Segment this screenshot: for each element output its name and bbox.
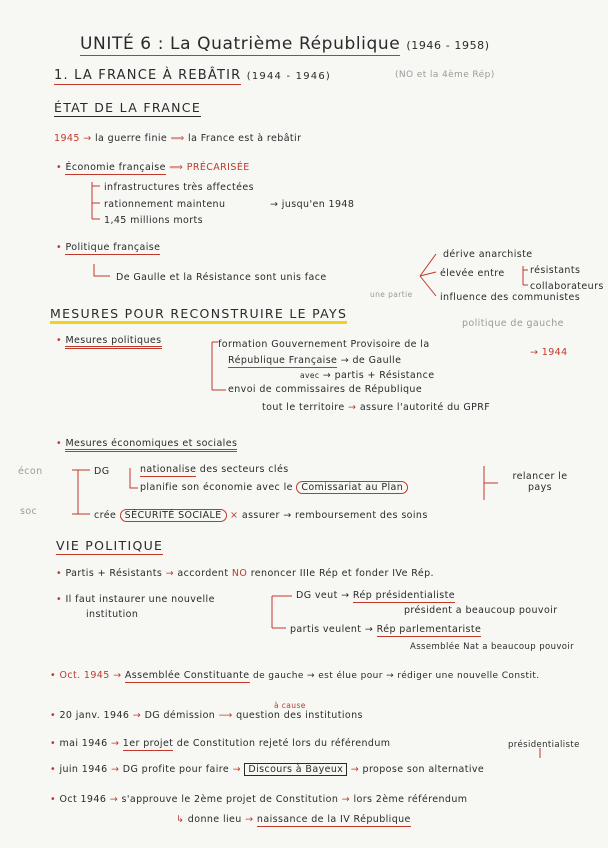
- arrow-icon: →: [83, 133, 92, 144]
- chrono-rest: question des institutions: [236, 710, 363, 721]
- eco-nationalise: nationalise: [140, 464, 197, 475]
- notebook-page: UNITÉ 6 : La Quatrième République (1946 - 1958) 1. LA FRANCE À REBÂTIR (1944 - 1946) (NO et la 4ème Rép) ÉTAT DE LA FRANCE 1945 → la guerre finie ⟹ la France est à rebâtir • Économie française ⟹ PRÉCARISÉE infrastructures très affectées rationnement maintenu → jusqu'en 1948 1,45 millions morts • Politique française De Gaulle et la Résistance sont unis face une partie dérive anarchiste élevée entre résistants collaborateurs influence des communistes politique de gauche MESURES POUR RECONSTRUIRE LE PAYS • Mesures politiques formation Gouvernement Provisoire de la République Française → de Gaulle → 1944 avec → partis + Résistance envoi de commissaires de République tout le territoire → assure l'autorité du GPRF • Mesures économiques et sociales écon soc DG nationalise des secteurs clés planifie son économie avec le Comissariat au Plan crée SÉCURITÉ SOCIALE × assurer → remboursement des soins relancer le pays VIE POLITIQUE • Partis + Résistants → accordent NO renoncer IIIe Rép et fonder IVe Rép. • Il faut instaurer une nouvelle institution DG veut → Rép présidentialiste président a beaucoup pouvoir partis veulent → Rép parlementariste Assemblée Nat a beaucoup pouvoir • Oct. 1945 → Assemblée Constituante de gauche → est élue pour → rédiger une nouvelle Constit. à cause • 20 janv. 1946 → DG démission ⟶ question des institutions • mai 1946 → 1er projet de Constitution rejeté lors du référendum présidentialiste • juin 1946 → DG profite pour faire → Discours à Bayeux → propose son alternative • Oct 1946 → s'approuve le 2ème projet de Constitution → lors 2ème référendum ↳ donne lieu → naissance de la IV République: [0, 0, 608, 848]
- eco-relancer-bracket: [484, 466, 498, 500]
- vie-president-pouvoir: président a beaucoup pouvoir: [404, 605, 558, 616]
- pol-formation: formation Gouvernement Provisoire de la: [218, 339, 430, 350]
- section1-dates: (1944 - 1946): [246, 71, 332, 82]
- vie-presidentialiste: Rép présidentialiste: [352, 590, 456, 601]
- section1-note: (NO et la 4ème Rép): [395, 70, 495, 80]
- eco-bracket: [92, 182, 100, 219]
- double-arrow-icon: ⟹: [169, 162, 184, 173]
- chrono-rest: lors 2ème référendum: [353, 794, 468, 805]
- vie-dg-veut: DG veut: [296, 590, 338, 601]
- chrono-side: présidentialiste: [508, 740, 580, 750]
- pol-1944: → 1944: [530, 347, 568, 358]
- chrono-date: Oct 1946: [59, 794, 107, 805]
- vie-instaurer: Il faut instaurer une nouvelle: [65, 594, 215, 605]
- vie-heading-text: VIE POLITIQUE: [56, 538, 164, 553]
- chrono-date: juin 1946: [59, 764, 108, 775]
- bullet-icon: •: [56, 242, 63, 253]
- economie-result: PRÉCARISÉE: [186, 162, 250, 173]
- chrono-5: • Oct 1946 → s'approuve le 2ème projet de Constitution → lors 2ème référendum: [50, 794, 468, 805]
- chrono-4: • juin 1946 → DG profite pour faire → Discours à Bayeux → propose son alternative: [50, 764, 485, 775]
- vie-accordent: accordent: [177, 568, 229, 579]
- etat-heading-text: ÉTAT DE LA FRANCE: [54, 100, 202, 115]
- chrono-5b: ↳ donne lieu → naissance de la IV République: [176, 814, 411, 825]
- politique-small: une partie: [370, 290, 413, 299]
- pol-avec: avec: [300, 371, 320, 380]
- vie-fonder: fonder: [355, 568, 389, 579]
- politique-line: [56, 242, 160, 253]
- chrono-above: à cause: [274, 701, 306, 710]
- chrono-text: DG profite pour faire: [122, 764, 230, 775]
- branch-elevee: élevée entre: [440, 268, 505, 279]
- chrono-text: Assemblée Constituante: [124, 670, 250, 681]
- chrono-text: s'approuve le 2ème projet de Constitution: [121, 794, 339, 805]
- section1-label: 1. LA FRANCE À REBÂTIR: [54, 68, 242, 83]
- chrono-line2b: naissance de la IV République: [256, 814, 411, 825]
- chrono-date: 20 janv. 1946: [59, 710, 130, 721]
- chrono-2: • 20 janv. 1946 → DG démission ⟶ question des institutions: [50, 710, 363, 721]
- eco-item-rationnement: rationnement maintenu: [104, 199, 226, 210]
- eco-planifie: planifie son économie avec le: [140, 482, 293, 493]
- chrono-text: DG démission: [144, 710, 216, 721]
- chrono-date: mai 1946: [59, 738, 108, 749]
- economie-label: Économie française: [65, 162, 166, 173]
- vie-partis: Partis + Résistants: [65, 568, 163, 579]
- chrono-3: • mai 1946 → 1er projet de Constitution rejeté lors du référendum: [50, 738, 391, 749]
- mes-pol-line: [56, 335, 162, 346]
- etat-line-1945: [54, 133, 301, 144]
- eco-dg: DG: [94, 466, 110, 477]
- eco-side-bracket: [72, 470, 90, 514]
- eco-securite-sociale: SÉCURITÉ SOCIALE: [120, 509, 227, 522]
- chrono-line2: donne lieu: [187, 814, 242, 825]
- economie-line: [56, 162, 250, 173]
- mesures-heading: [50, 306, 347, 321]
- mes-eco-label: Mesures économiques et sociales: [65, 438, 237, 452]
- eco-secteurs: des secteurs clés: [199, 464, 289, 475]
- vie-parlementariste: Rép parlementariste: [376, 624, 482, 635]
- vie-assemblee-pouvoir: Assemblée Nat a beaucoup pouvoir: [410, 642, 575, 652]
- vie-et: et: [341, 568, 353, 579]
- pol-de-gaulle: → de Gaulle: [340, 355, 402, 366]
- vie-renoncer: renoncer: [250, 568, 297, 579]
- pol-autorite: l'autorité du GPRF: [396, 402, 491, 413]
- pol-territoire: tout le territoire: [262, 402, 345, 413]
- page-title: [80, 34, 490, 54]
- france-rebatir: la France est à rebâtir: [188, 133, 302, 144]
- chrono-date: Oct. 1945: [59, 670, 110, 681]
- eco-comissariat: Comissariat au Plan: [296, 481, 408, 494]
- etat-heading: [54, 100, 201, 115]
- eco-remboursement: remboursement des soins: [295, 510, 428, 521]
- chrono-text: 1er projet: [122, 738, 174, 749]
- side-soc: soc: [20, 506, 38, 517]
- vie-iiie: IIIe Rép: [299, 568, 339, 579]
- pol-commissaires: envoi de commissaires de République: [228, 384, 423, 395]
- eco-item-morts: 1,45 millions morts: [104, 215, 204, 226]
- title-dates: (1946 - 1958): [406, 39, 490, 52]
- pol-partis-resistance: partis + Résistance: [334, 370, 435, 381]
- vie-no: NO: [231, 568, 248, 579]
- year-1945: 1945: [54, 133, 80, 144]
- guerre-finie: la guerre finie: [95, 133, 168, 144]
- chrono-1: • Oct. 1945 → Assemblée Constituante de gauche → est élue pour → rédiger une nouvelle Constit.: [50, 670, 540, 681]
- pol-assure: assure: [359, 402, 394, 413]
- branch-bracket: [523, 266, 528, 285]
- chrono-rest: propose son alternative: [362, 764, 485, 775]
- double-arrow-icon: ⟹: [170, 133, 185, 144]
- pol-republique: République Française: [228, 355, 338, 366]
- mes-pol-label: Mesures politiques: [65, 335, 161, 349]
- branch-resistants: résistants: [530, 265, 581, 276]
- branch-communistes: influence des communistes: [440, 292, 581, 303]
- bullet-icon: •: [56, 438, 63, 449]
- eco-item-infra: infrastructures très affectées: [104, 182, 254, 193]
- chrono-rest: de Constitution rejeté lors du référendum: [176, 738, 391, 749]
- mesures-heading-text: MESURES POUR RECONSTRUIRE LE PAYS: [50, 306, 347, 324]
- section1-heading: [54, 68, 331, 83]
- politique-text: De Gaulle et la Résistance sont unis face: [116, 272, 327, 283]
- eco-item-1948: → jusqu'en 1948: [270, 199, 355, 210]
- vie-heading: [56, 538, 163, 553]
- bullet-icon: •: [56, 335, 63, 346]
- eco-assurer: assurer: [241, 510, 280, 521]
- politique-label: Politique française: [65, 242, 161, 253]
- mes-eco-line: [56, 438, 237, 449]
- eco-relancer: relancer le pays: [512, 471, 568, 493]
- branch-gauche: politique de gauche: [462, 318, 564, 329]
- politique-fork: [420, 254, 436, 296]
- politique-hook: [94, 264, 110, 276]
- vie-institution: institution: [86, 609, 139, 620]
- bullet-icon: •: [56, 162, 63, 173]
- side-econ: écon: [18, 466, 43, 477]
- eco-cree: crée: [94, 510, 117, 521]
- vie-bracket: [272, 596, 292, 628]
- vie-ive: IVe Rép.: [392, 568, 434, 579]
- branch-anarchiste: dérive anarchiste: [443, 249, 533, 260]
- branch-collaborateurs: collaborateurs: [530, 281, 604, 292]
- chrono-box: Discours à Bayeux: [244, 763, 347, 776]
- title-text: UNITÉ 6 : La Quatrième République: [80, 34, 401, 54]
- vie-partis-veulent: partis veulent: [290, 624, 362, 635]
- eco-plan-hook: [130, 468, 138, 488]
- chrono-rest: de gauche → est élue pour → rédiger une nouvelle Constit.: [252, 671, 540, 681]
